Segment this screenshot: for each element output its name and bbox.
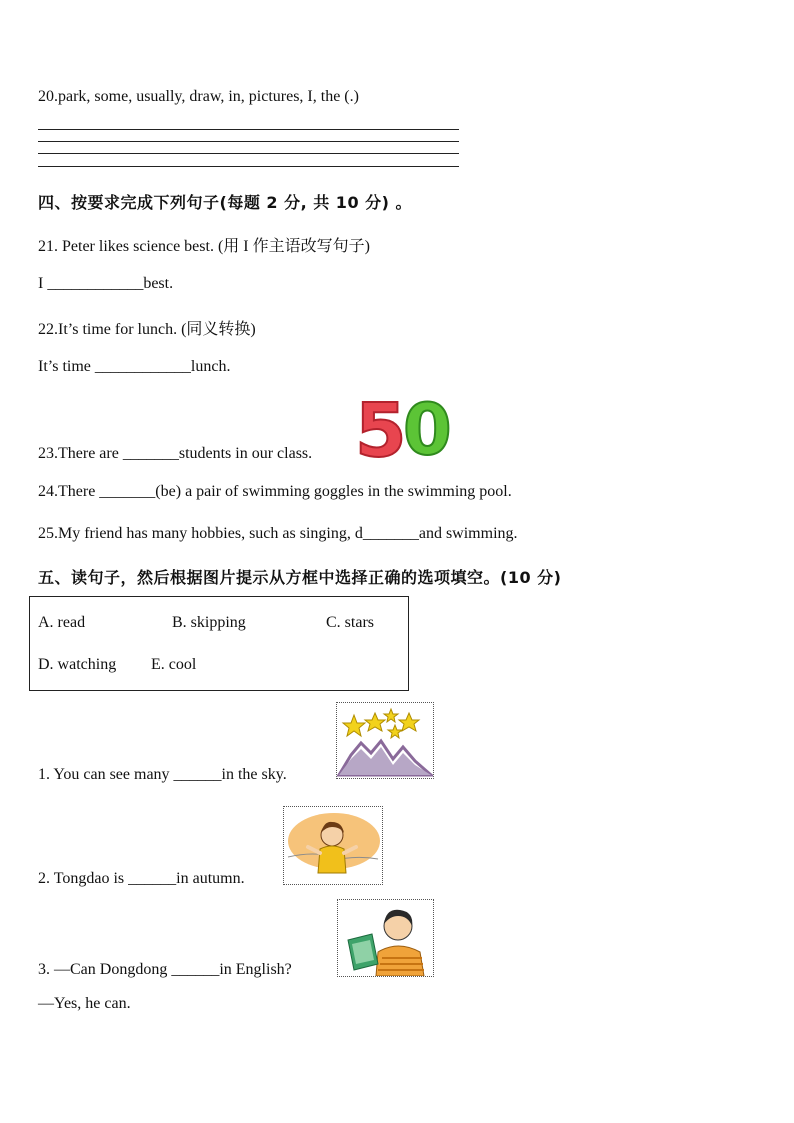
- section-5-heading: 五、读句子，然后根据图片提示从方框中选择正确的选项填空。(10 分): [38, 568, 562, 587]
- q21-suffix: best.: [143, 275, 174, 292]
- star-icon: [384, 709, 398, 722]
- answer-line-3[interactable]: [38, 153, 459, 154]
- option-d[interactable]: D. watching: [38, 656, 117, 673]
- options-box: [29, 596, 409, 691]
- sentence-2: 2. Tongdao is ______in autumn.: [38, 870, 245, 887]
- reading-boy-picture: [337, 899, 434, 977]
- option-a[interactable]: A. read: [38, 614, 86, 631]
- book-cover: [352, 940, 374, 964]
- stars-picture: [336, 702, 434, 779]
- q21-answer: [38, 275, 173, 293]
- q24-text: 24.There _______(be) a pair of swimming goggles in the swimming pool.: [38, 483, 512, 500]
- star-icon: [365, 713, 385, 731]
- option-c[interactable]: C. stars: [326, 614, 374, 631]
- q22-prefix: It’s time: [38, 358, 91, 375]
- section-4-heading: 四、按要求完成下列句子(每题 2 分, 共 10 分) 。: [38, 193, 413, 212]
- answer-line-1[interactable]: [38, 129, 459, 130]
- sentence-1: 1. You can see many ______in the sky.: [38, 766, 287, 783]
- cool-autumn-picture: [283, 806, 383, 885]
- q21-question: 21. Peter likes science best. (用 I 作主语改写句子): [38, 238, 370, 255]
- q22-suffix: lunch.: [190, 358, 231, 375]
- q23-text: 23.There are _______students in our class.: [38, 445, 313, 462]
- fifty-digit-0: 0: [403, 392, 452, 462]
- fifty-digit-5: 5: [355, 392, 407, 462]
- answer-line-4[interactable]: [38, 166, 459, 167]
- q20-text: 20.park, some, usually, draw, in, pictures, I, the (.): [38, 88, 359, 105]
- q22-answer: [38, 358, 230, 376]
- q25-text: 25.My friend has many hobbies, such as singing, d_______and swimming.: [38, 525, 518, 542]
- option-e[interactable]: E. cool: [151, 656, 197, 673]
- option-b[interactable]: B. skipping: [172, 614, 246, 631]
- q22-question: 22.It’s time for lunch. (同义转换): [38, 321, 256, 338]
- answer-line-2[interactable]: [38, 141, 459, 142]
- star-icon: [388, 725, 402, 738]
- q21-blank[interactable]: ____________: [47, 275, 144, 292]
- star-icon: [343, 715, 365, 736]
- q22-blank[interactable]: ____________: [94, 358, 191, 375]
- boy-shirt: [376, 946, 424, 976]
- girl-body: [318, 846, 346, 873]
- number-fifty-picture: [355, 392, 455, 462]
- sentence-3-answer: —Yes, he can.: [38, 995, 131, 1012]
- sentence-3: 3. —Can Dongdong ______in English?: [38, 961, 292, 978]
- q21-prefix: I: [38, 275, 44, 292]
- star-icon: [399, 713, 419, 731]
